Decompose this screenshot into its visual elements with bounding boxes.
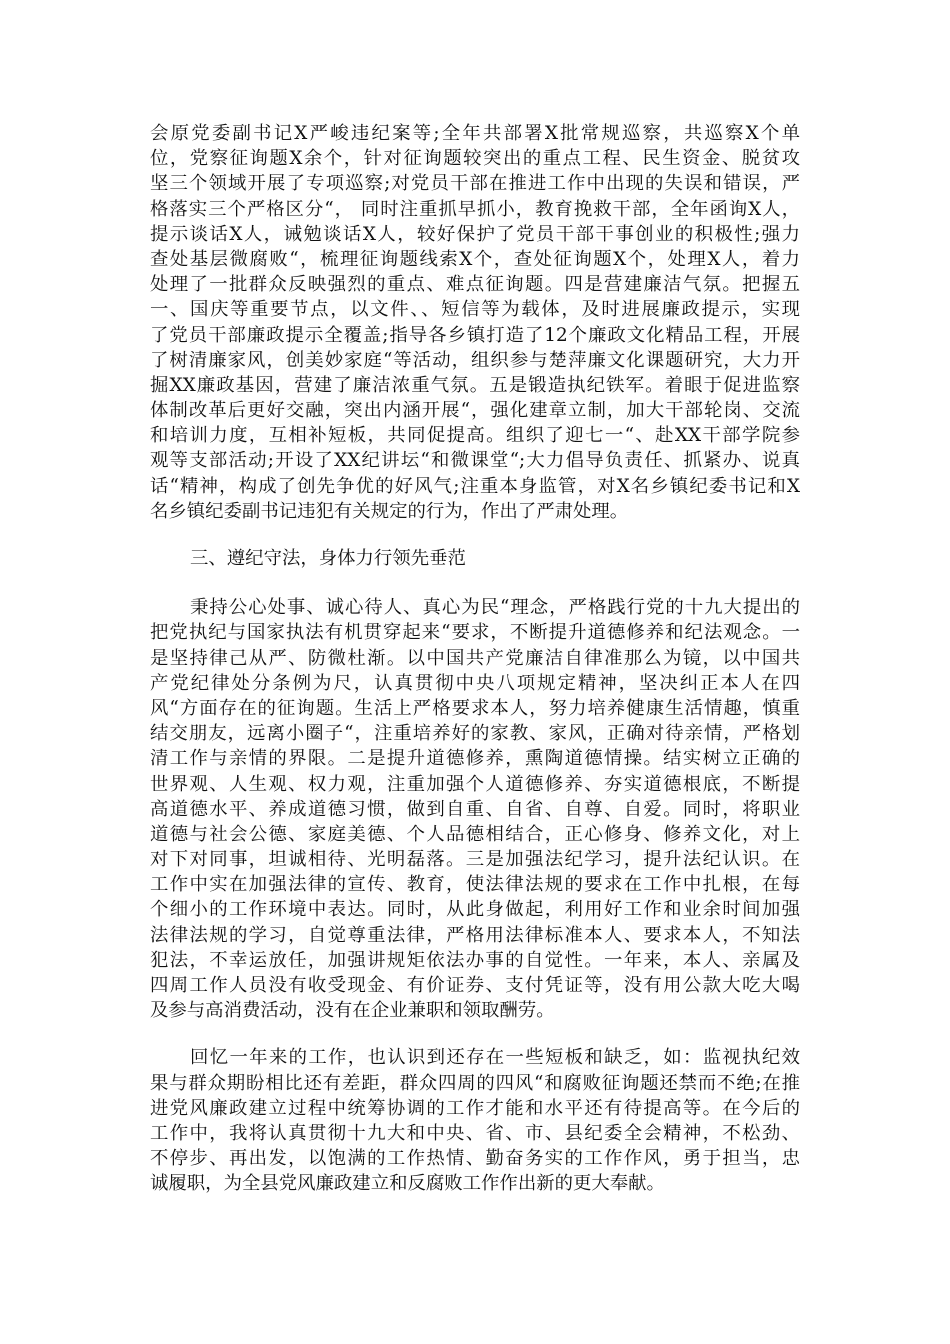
text-line: 了树清廉家风，创美妙家庭“等活动，组织参与楚萍廉文化课题研究，大力开 — [150, 349, 800, 371]
text-line: 位，党察征询题X余个，针对征询题较突出的重点工程、民生资金、脱贫攻 — [150, 148, 800, 170]
text-line: 及参与高消费活动，没有在企业兼职和领取酬劳。 — [150, 1000, 555, 1022]
text-line: 风“方面存在的征询题。生活上严格要求本人，努力培养健康生活情趣，慎重 — [150, 697, 800, 719]
paragraph-inspection-work — [150, 121, 800, 524]
text-line: 是坚持律己从严、防微杜渐。以中国共产党廉洁自律准那么为镜，以中国共 — [150, 647, 800, 669]
text-line: 一、国庆等重要节点，以文件、、短信等为载体，及时进展廉政提示，实现 — [150, 299, 800, 321]
text-line: 四周工作人员没有收受现金、有价证券、支付凭证等，没有用公款大吃大喝 — [150, 975, 800, 996]
text-line: 个细小的工作环境中表达。同时，从此身做起，利用好工作和业余时间加强 — [150, 899, 800, 921]
section-heading — [150, 546, 800, 571]
text-line: 果与群众期盼相比还有差距，群众四周的四风“和腐败征询题还禁而不绝;在推 — [150, 1072, 800, 1094]
section-heading-text: 三、遵纪守法，身体力行领先垂范 — [190, 548, 466, 569]
text-line: 犯法，不幸运放任，加强讲规矩依法办事的自觉性。一年来，本人、亲属及 — [150, 949, 800, 971]
text-line: 产党纪律处分条例为尺，认真贯彻中央八项规定精神，坚决纠正本人在四 — [150, 672, 800, 694]
text-line: 对下对同事，坦诚相待、光明磊落。三是加强法纪学习，提升法纪认识。在 — [150, 849, 800, 871]
text-line: 观等支部活动;开设了XX纪讲坛“和微课堂“;大力倡导负责任、抓紧办、说真 — [150, 450, 800, 472]
text-line: 清工作与亲情的界限。二是提升道德修养，熏陶道德情操。结实树立正确的 — [150, 748, 800, 770]
text-line: 体制改革后更好交融，突出内涵开展“，强化建章立制，加大干部轮岗、交流 — [150, 400, 800, 422]
text-line: 世界观、人生观、权力观，注重加强个人道德修养、夯实道德根底，不断提 — [150, 773, 800, 795]
paragraph-self-discipline — [150, 595, 800, 1023]
text-line: 道德与社会公德、家庭美德、个人品德相结合，正心修身、修养文化，对上 — [150, 823, 800, 845]
text-line: 诚履职，为全县党风廉政建立和反腐败工作作出新的更大奉献。 — [150, 1173, 665, 1195]
text-line: 进党风廉政建立过程中统筹协调的工作才能和水平还有待提高等。在今后的 — [150, 1097, 800, 1119]
paragraph-reflection — [150, 1045, 800, 1196]
text-line: 话“精神，构成了创先争优的好风气;注重本身监管，对X名乡镇纪委书记和X — [150, 475, 800, 497]
text-line: 回忆一年来的工作，也认识到还存在一些短板和缺乏，如：监视执纪效 — [190, 1047, 800, 1069]
text-line: 法律法规的学习，自觉尊重法律，严格用法律标准本人、要求本人，不知法 — [150, 924, 800, 946]
document-page — [150, 121, 800, 1197]
text-line: 格落实三个严格区分“， 同时注重抓早抓小，教育挽救干部，全年函询X人， — [150, 198, 800, 220]
text-line: 坚三个领域开展了专项巡察;对党员干部在推进工作中出现的失误和错误，严 — [150, 173, 800, 195]
text-line: 和培训力度，互相补短板，共同促提高。组织了迎七一“、赴XX干部学院参 — [150, 425, 800, 447]
text-line: 会原党委副书记X严峻违纪案等;全年共部署X批常规巡察，共巡察X个单 — [150, 123, 800, 144]
text-line: 不停步、再出发，以饱满的工作热情、勤奋务实的工作作风，勇于担当，忠 — [150, 1148, 800, 1170]
text-line: 把党执纪与国家执法有机贯穿起来“要求，不断提升道德修养和纪法观念。一 — [150, 622, 800, 644]
text-line: 查处基层微腐败“，梳理征询题线索X个，查处征询题X个，处理X人，着力 — [150, 248, 800, 270]
text-line: 名乡镇纪委副书记违犯有关规定的行为，作出了严肃处理。 — [150, 500, 629, 522]
text-line: 工作中实在加强法律的宣传、教育，使法律法规的要求在工作中扎根，在每 — [150, 874, 800, 896]
text-line: 提示谈话X人，诫勉谈话X人，较好保护了党员干部干事创业的积极性;强力 — [150, 223, 800, 245]
text-line: 了党员干部廉政提示全覆盖;指导各乡镇打造了12个廉政文化精品工程，开展 — [150, 324, 800, 346]
text-line: 秉持公心处事、诚心待人、真心为民“理念，严格践行党的十九大提出的 — [190, 597, 800, 619]
text-line: 掘XX廉政基因，营建了廉洁浓重气氛。五是锻造执纪铁军。着眼于促进监察 — [150, 374, 800, 396]
text-line: 处理了一批群众反映强烈的重点、难点征询题。四是营建廉洁气氛。把握五 — [150, 274, 800, 296]
text-line: 工作中，我将认真贯彻十九大和中央、省、市、县纪委全会精神，不松劲、 — [150, 1122, 800, 1144]
text-line: 高道德水平、养成道德习惯，做到自重、自省、自尊、自爱。同时，将职业 — [150, 798, 800, 820]
text-line: 结交朋友，远离小圈子“，注重培养好的家教、家风，正确对待亲情，严格划 — [150, 723, 800, 745]
